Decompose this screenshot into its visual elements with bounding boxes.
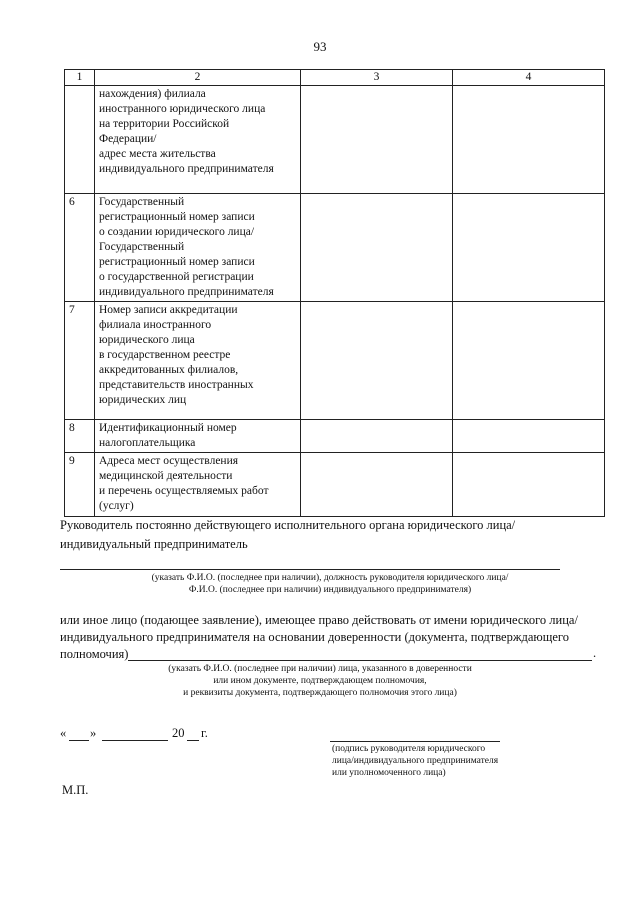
date-day-line[interactable]: [69, 740, 89, 741]
row-value-col4[interactable]: [453, 420, 605, 453]
date-year-prefix: 20: [172, 726, 185, 740]
row-label: нахождения) филиала иностранного юридического лица на территории Российской Федерации/ адрес места жительства индивидуального предпринимателя: [95, 86, 301, 194]
row-value-col4[interactable]: [453, 453, 605, 517]
signatory-name-line[interactable]: [60, 569, 560, 570]
other-person-line-2: индивидуального предпринимателя на основании доверенности (документа, подтверждающего: [60, 630, 569, 644]
table-row: [65, 420, 605, 453]
data-table: [64, 69, 605, 517]
header-col-4: 4: [453, 70, 605, 86]
other-person-line-3-label: полномочия): [60, 647, 129, 661]
row-value-col3[interactable]: [301, 86, 453, 194]
row-value-col3[interactable]: [301, 420, 453, 453]
row-label: Государственный регистрационный номер записи о создании юридического лица/ Государственный регистрационный номер записи о государственной регистрации индивидуального предпринимателя: [95, 194, 301, 302]
header-col-1: 1: [65, 70, 95, 86]
other-person-line-1: или иное лицо (подающее заявление), имеющее право действовать от имени юридического лица/: [60, 613, 578, 627]
row-value-col3[interactable]: [301, 453, 453, 517]
header-col-3: 3: [301, 70, 453, 86]
page-number: 93: [313, 39, 327, 54]
date-year-suffix: г.: [201, 726, 208, 740]
row-label: Адреса мест осуществления медицинской деятельности и перечень осуществляемых работ (услуг): [95, 453, 301, 517]
table-row: [65, 86, 605, 194]
row-number: 8: [65, 420, 95, 453]
other-person-note: (указать Ф.И.О. (последнее при наличии) лица, указанного в доверенности или ином документе, подтверждающем полномочия, и реквизиты документа, подтверждающего полномочия этого лица): [168, 664, 472, 698]
row-value-col3[interactable]: [301, 302, 453, 420]
row-value-col4[interactable]: [453, 302, 605, 420]
row-value-col4[interactable]: [453, 194, 605, 302]
other-person-line-end: .: [593, 646, 597, 660]
header-col-2: 2: [95, 70, 301, 86]
table-row: [65, 194, 605, 302]
other-person-name-line[interactable]: [128, 660, 592, 661]
row-number: 7: [65, 302, 95, 420]
row-label: Идентификационный номер налогоплательщика: [95, 420, 301, 453]
row-value-col3[interactable]: [301, 194, 453, 302]
signatory-heading-line-2: индивидуальный предприниматель: [60, 537, 248, 551]
date-month-line[interactable]: [102, 740, 168, 741]
signatory-heading-line-1: Руководитель постоянно действующего исполнительного органа юридического лица/: [60, 518, 516, 532]
table-row: [65, 302, 605, 420]
table-row: [65, 453, 605, 517]
date-open-quote: «: [60, 726, 67, 740]
date-year-line[interactable]: [187, 740, 199, 741]
signatory-note: (указать Ф.И.О. (последнее при наличии), должность руководителя юридического лица/ Ф.И.О. (последнее при наличии) индивидуального предпринимателя): [151, 573, 509, 595]
row-number: 6: [65, 194, 95, 302]
stamp-label: М.П.: [62, 783, 89, 797]
row-number: 9: [65, 453, 95, 517]
table-header-row: [65, 70, 605, 86]
row-label: Номер записи аккредитации филиала иностранного юридического лица в государственном реестре аккредитованных филиалов, представительств иностранных юридических лиц: [95, 302, 301, 420]
row-value-col4[interactable]: [453, 86, 605, 194]
signature-note: (подпись руководителя юридического лица/индивидуального предпринимателя или уполномоченного лица): [332, 744, 499, 778]
signature-line[interactable]: [330, 741, 500, 742]
date-close-quote: »: [90, 726, 97, 740]
row-number: [65, 86, 95, 194]
